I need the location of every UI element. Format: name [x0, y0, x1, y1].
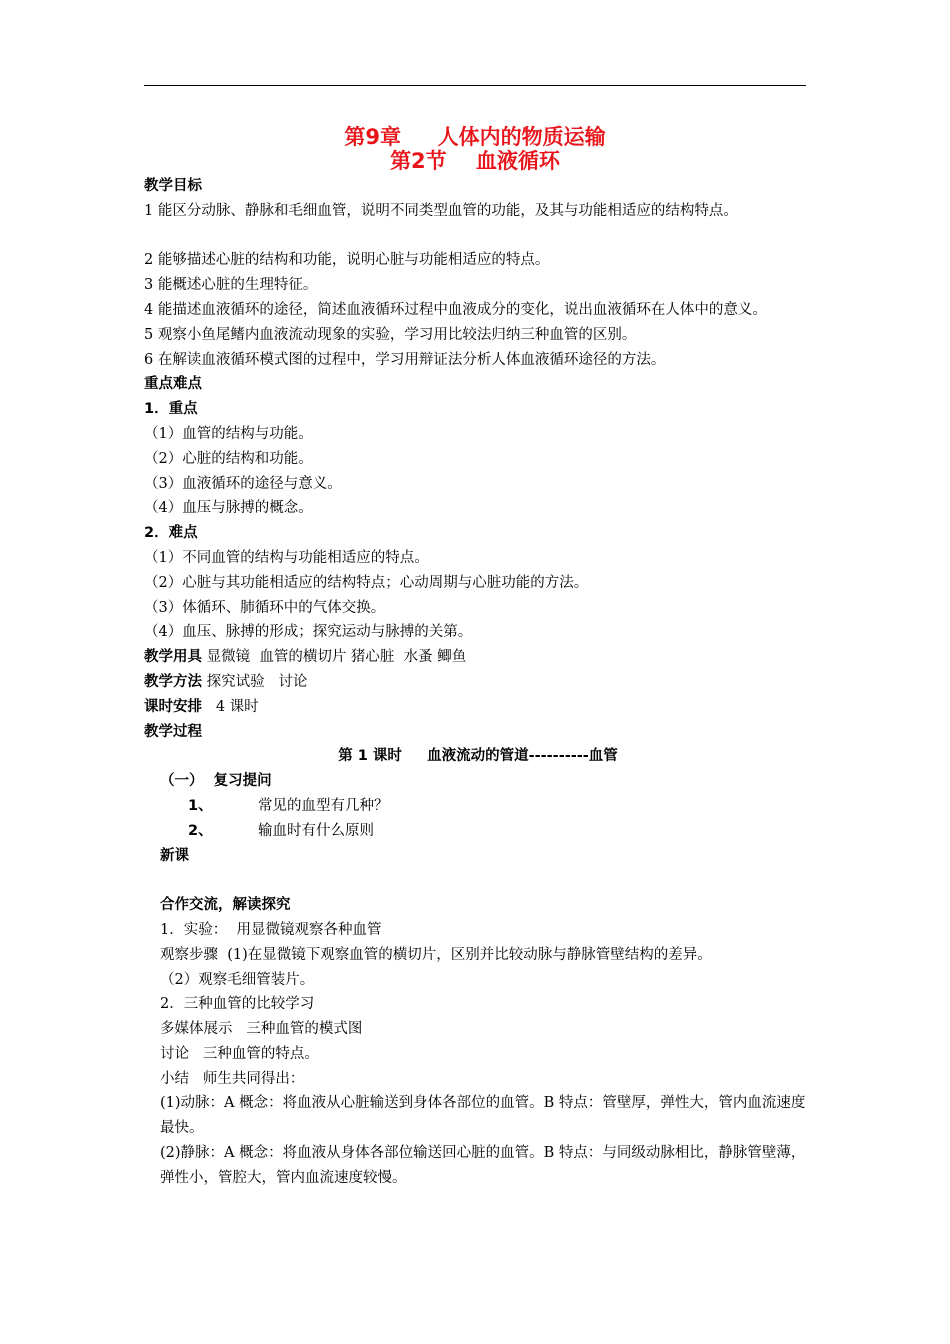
tools-line [144, 645, 812, 670]
objective-item: 5 观察小鱼尾鳍内血液流动现象的实验，学习用比较法归纳三种血管的区别。 [144, 326, 637, 343]
difficulty-item: （2）心脏与其功能相适应的结构特点；心动周期与心脏功能的方法。 [144, 574, 589, 591]
difficulty-item: （1）不同血管的结构与功能相适应的特点。 [144, 549, 429, 566]
schedule-label: 课时安排 [144, 698, 202, 715]
key-points-heading: 重点难点 [144, 376, 202, 393]
review-heading: （一） 复习提问 [160, 773, 272, 790]
objective-item: 6 在解读血液循环模式图的过程中，学习用辩证法分析人体血液循环途径的方法。 [144, 351, 666, 368]
explore-heading: 合作交流，解读探究 [160, 897, 291, 914]
lesson-line: （2）观察毛细管装片。 [160, 971, 315, 988]
method-value: 探究试验 讨论 [202, 673, 308, 690]
review-item-number: 2、 [188, 822, 213, 839]
objective-item: 2 能够描述心脏的结构和功能，说明心脏与功能相适应的特点。 [144, 252, 550, 269]
focus-item: （4）血压与脉搏的概念。 [144, 500, 313, 517]
lesson-line: 1．实验： 用显微镜观察各种血管 [160, 921, 382, 938]
new-lesson-heading: 新课 [160, 847, 189, 864]
lesson-line: 多媒体展示 三种血管的模式图 [160, 1021, 363, 1038]
tools-label: 教学用具 [144, 649, 202, 666]
document-body [144, 174, 812, 1191]
review-item-text: 常见的血型有几种？ [258, 797, 389, 814]
blank-line [144, 224, 812, 249]
focus-heading: 1．重点 [144, 401, 198, 418]
lesson-line: 小结 师生共同得出： [160, 1070, 305, 1087]
objective-item: 3 能概述心脏的生理特征。 [144, 277, 318, 294]
artery-paragraph: (1)动脉：A 概念：将血液从心脏输送到身体各部位的血管。B 特点：管壁厚，弹性大，管内血流速度最快。 [160, 1095, 806, 1137]
header-rule [144, 85, 806, 86]
schedule-line [144, 695, 812, 720]
lesson-line: 讨论 三种血管的特点。 [160, 1045, 319, 1062]
difficulty-item: （4）血压、脉搏的形成；探究运动与脉搏的关第。 [144, 624, 473, 641]
chapter-title: 第9章 人体内的物质运输 [344, 125, 606, 149]
difficulty-item: （3）体循环、肺循环中的气体交换。 [144, 599, 386, 616]
focus-item: （1）血管的结构与功能。 [144, 425, 313, 442]
lesson-line: 2．三种血管的比较学习 [160, 996, 315, 1013]
lesson-title: 第 1 课时 血液流动的管道----------血管 [338, 748, 618, 765]
review-item-text: 输血时有什么原则 [258, 822, 374, 839]
focus-item: （3）血液循环的途径与意义。 [144, 475, 342, 492]
method-line [144, 670, 812, 695]
objective-item: 1 能区分动脉、静脉和毛细血管，说明不同类型血管的功能，及其与功能相适应的结构特点。 [144, 202, 738, 219]
review-item-number: 1、 [188, 797, 213, 814]
objectives-heading: 教学目标 [144, 178, 202, 194]
tools-value: 显微镜 血管的横切片 猪心脏 水蚤 鲫鱼 [202, 649, 467, 666]
objective-item: 4 能描述血液循环的途径，简述血液循环过程中血液成分的变化，说出血液循环在人体中的意义。 [144, 301, 767, 318]
review-item [144, 819, 812, 844]
lesson-line: 观察步骤 (1)在显微镜下观察血管的横切片，区别并比较动脉与静脉管壁结构的差异。 [160, 946, 712, 963]
vein-paragraph: (2)静脉：A 概念：将血液从身体各部位输送回心脏的血管。B 特点：与同级动脉相比，静脉管壁薄，弹性小，管腔大，管内血流速度较慢。 [160, 1145, 806, 1186]
process-heading: 教学过程 [144, 723, 202, 740]
difficulty-heading: 2．难点 [144, 525, 198, 542]
blank-line [144, 868, 812, 893]
focus-item: （2）心脏的结构和功能。 [144, 450, 313, 467]
schedule-value: 4 课时 [202, 698, 259, 715]
section-title: 第2节 血液循环 [390, 149, 560, 173]
review-item [144, 794, 812, 819]
method-label: 教学方法 [144, 673, 202, 690]
